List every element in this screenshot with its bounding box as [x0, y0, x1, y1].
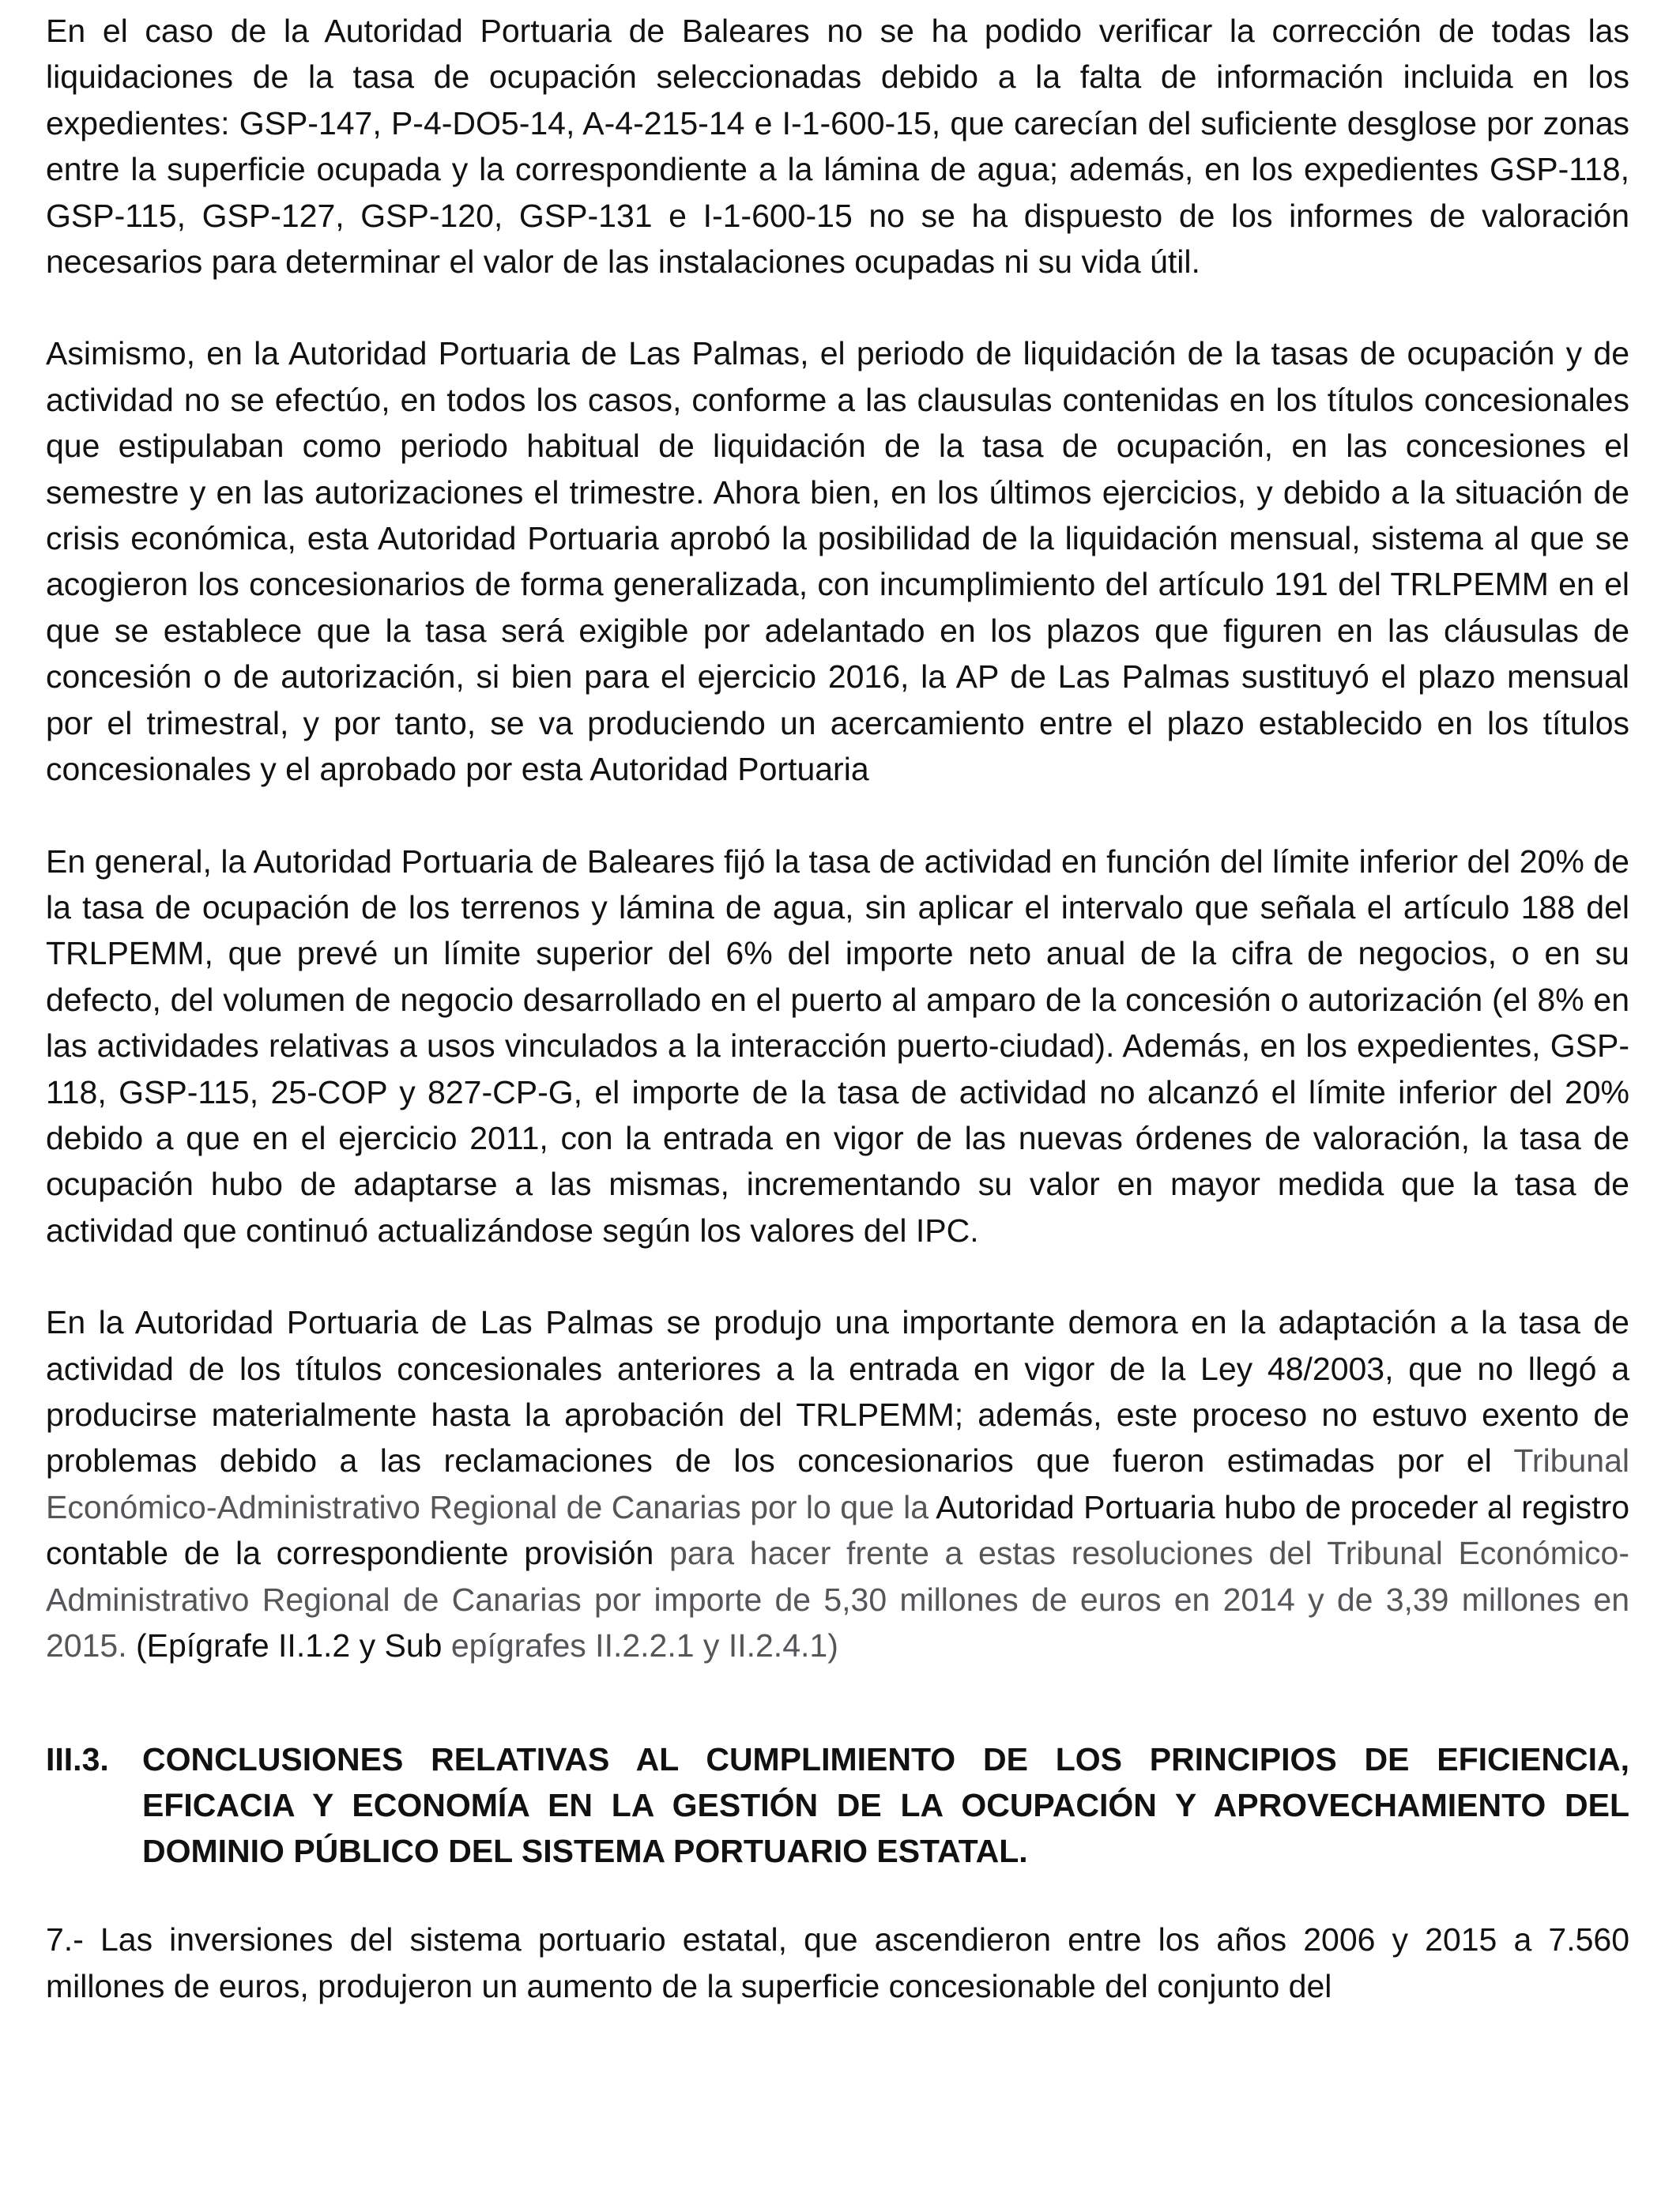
- paragraph-segment-gray: para hacer frente a estas resoluciones del Tribunal Económico-Administrativo Regional de Canarias por importe de 5,30 millones de euros en 2014 y de 3,39 millones en 2015.: [46, 1535, 1629, 1664]
- paragraph-segment-gray: Tribunal Económico-Administrativo Regional de Canarias por lo que la: [46, 1442, 1629, 1525]
- paragraph-investments: 7.- Las inversiones del sistema portuario estatal, que ascendieron entre los años 2006 y 2015 a 7.560 millones de euros, produjeron un aumento de la superficie concesionable del conjunto del: [46, 1921, 1629, 2004]
- section-number: III.3.: [46, 1741, 109, 1778]
- paragraph-baleares-activity-fee: En general, la Autoridad Portuaria de Baleares fijó la tasa de actividad en función del límite inferior del 20% de la tasa de ocupación de los terrenos y lámina de agua, sin aplicar el intervalo que señala el artículo 188 del TRLPEMM, que prevé un límite superior del 6% del importe neto anual de la cifra de negocios, o en su defecto, del volumen de negocio desarrollado en el puerto al amparo de la concesión o autorización (el 8% en las actividades relativas a usos vinculados a la interacción puerto-ciudad). Además, en los expedientes, GSP-118, GSP-115, 25-COP y 827-CP-G, el importe de la tasa de actividad no alcanzó el límite inferior del 20% debido a que en el ejercicio 2011, con la entrada en vigor de las nuevas órdenes de valoración, la tasa de ocupación hubo de adaptarse a las mismas, incrementando su valor en mayor medida que la tasa de actividad que continuó actualizándose según los valores del IPC.: [46, 843, 1629, 1249]
- paragraph-segment-gray: epígrafes II.2.2.1 y II.2.4.1): [442, 1627, 838, 1664]
- document-page: [46, 8, 1629, 2009]
- paragraph-segment: (Epígrafe II.1.2 y Sub: [126, 1627, 443, 1664]
- paragraph-segment: Autoridad Portuaria hubo de proceder al registro contable de la correspondiente provisión: [46, 1488, 1629, 1572]
- paragraph-las-palmas-liquidation: Asimismo, en la Autoridad Portuaria de Las Palmas, el periodo de liquidación de la tasas de ocupación y de actividad no se efectúo, en todos los casos, conforme a las clausulas contenidas en los títulos concesionales que estipulaban como periodo habitual de liquidación de la tasa de ocupación, en las concesiones el semestre y en las autorizaciones el trimestre. Ahora bien, en los últimos ejercicios, y debido a la situación de crisis económica, esta Autoridad Portuaria aprobó la posibilidad de la liquidación mensual, sistema al que se acogieron los concesionarios de forma generalizada, con incumplimiento del artículo 191 del TRLPEMM en el que se establece que la tasa será exigible por adelantado en los plazos que figuren en las cláusulas de concesión o de autorización, si bien para el ejercicio 2016, la AP de Las Palmas sustituyó el plazo mensual por el trimestral, y por tanto, se va produciendo un acercamiento entre el plazo establecido en los títulos concesionales y el aprobado por esta Autoridad Portuaria: [46, 335, 1629, 788]
- section-title: CONCLUSIONES RELATIVAS AL CUMPLIMIENTO DE LOS PRINCIPIOS DE EFICIENCIA, EFICACIA Y ECONOMÍA EN LA GESTIÓN DE LA OCUPACIÓN Y APROVECHAMIENTO DEL DOMINIO PÚBLICO DEL SISTEMA PORTUARIO ESTATAL.: [142, 1741, 1629, 1870]
- paragraph-las-palmas-adaptation: [46, 1299, 1629, 1668]
- section-heading: [46, 1736, 1629, 1874]
- paragraph-baleares-verification: En el caso de la Autoridad Portuaria de Baleares no se ha podido verificar la corrección de todas las liquidaciones de la tasa de ocupación seleccionadas debido a la falta de información incluida en los expedientes: GSP-147, P-4-DO5-14, A-4-215-14 e I-1-600-15, que carecían del suficiente desglose por zonas entre la superficie ocupada y la correspondiente a la lámina de agua; además, en los expedientes GSP-118, GSP-115, GSP-127, GSP-120, GSP-131 e I-1-600-15 no se ha dispuesto de los informes de valoración necesarios para determinar el valor de las instalaciones ocupadas ni su vida útil.: [46, 13, 1629, 281]
- paragraph-segment: En la Autoridad Portuaria de Las Palmas se produjo una importante demora en la adaptación a la tasa de actividad de los títulos concesionales anteriores a la entrada en vigor de la Ley 48/2003, que no llegó a producirse materialmente hasta la aprobación del TRLPEMM; además, este proceso no estuvo exento de problemas debido a las reclamaciones de los concesionarios que fueron estimadas por el: [46, 1304, 1629, 1480]
